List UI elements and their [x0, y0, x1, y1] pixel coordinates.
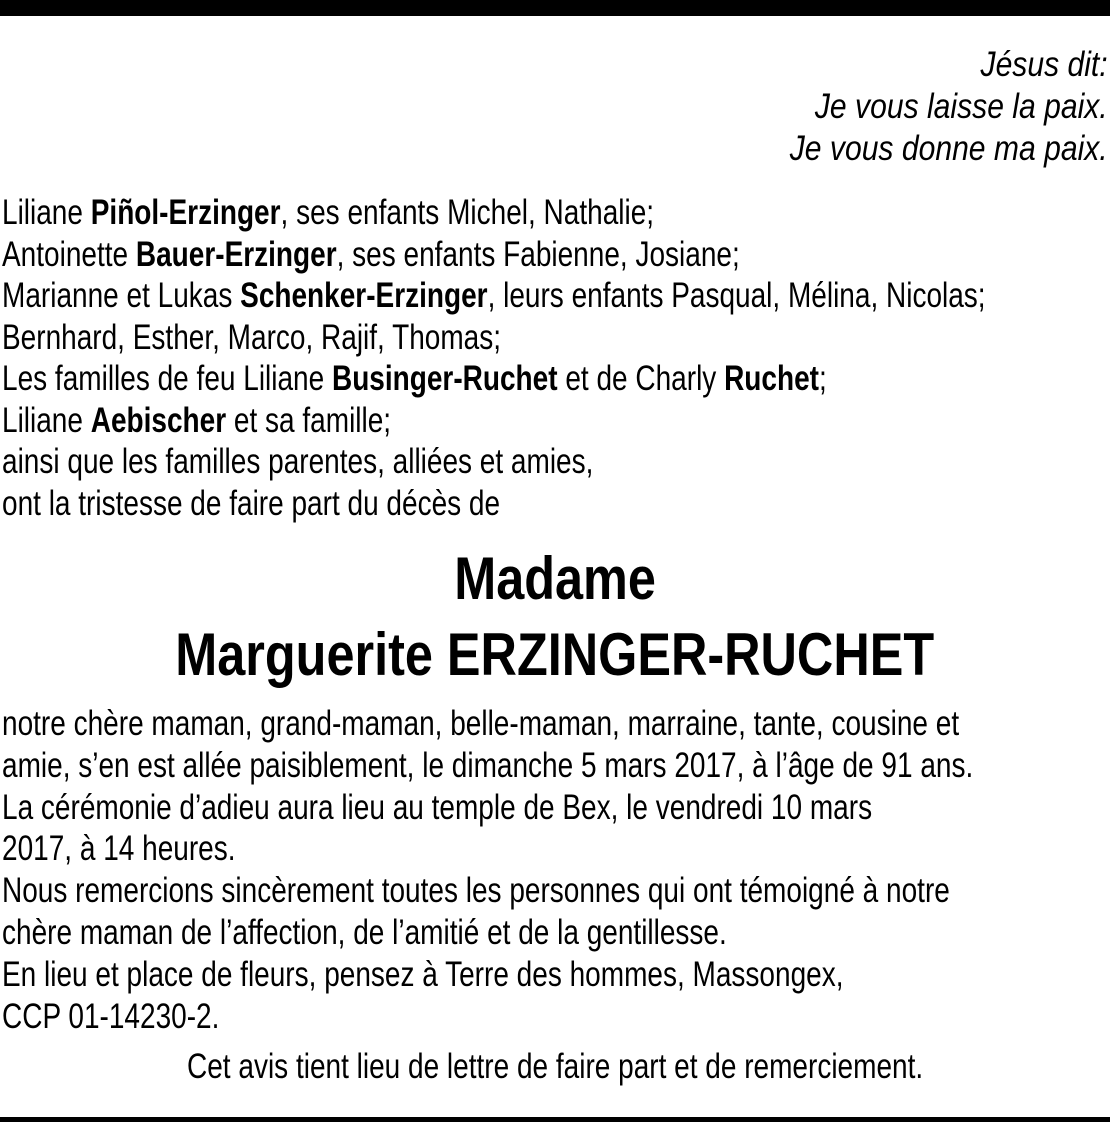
family-line: Liliane Aebischer et sa famille;	[2, 400, 392, 440]
family-surname: Piñol-Erzinger	[90, 193, 281, 232]
top-border-rule	[0, 0, 1110, 16]
body-line: La cérémonie d’adieu aura lieu au temple de Bex, le vendredi 10 mars	[2, 787, 873, 827]
announcement-body	[2, 703, 973, 1037]
body-line: En lieu et place de fleurs, pensez à Terre des hommes, Massongex,	[2, 954, 844, 994]
family-line: ont la tristesse de faire part du décès de	[2, 483, 501, 523]
family-line: Les familles de feu Liliane Businger-Ruchet et de Charly Ruchet;	[2, 359, 827, 398]
body-line: 2017, à 14 heures.	[2, 829, 236, 869]
body-line: chère maman de l’affection, de l’amitié et de la gentillesse.	[2, 912, 727, 952]
body-line: CCP 01-14230-2.	[2, 996, 220, 1036]
epigraph-line: Jésus dit:	[980, 45, 1108, 84]
family-line: Marianne et Lukas Schenker-Erzinger, leurs enfants Pasqual, Mélina, Nicolas;	[2, 276, 986, 315]
family-surname: Schenker-Erzinger	[240, 276, 488, 315]
family-line: Bernhard, Esther, Marco, Rajif, Thomas;	[2, 317, 502, 357]
body-line: notre chère maman, grand-maman, belle-maman, marraine, tante, cousine et	[2, 704, 960, 743]
deceased-name: Marguerite ERZINGER-RUCHET	[175, 621, 935, 688]
family-surname: Bauer-Erzinger	[135, 234, 337, 274]
epigraph-line: Je vous laisse la paix.	[815, 87, 1108, 126]
body-line: amie, s’en est allée paisiblement, le dimanche 5 mars 2017, à l’âge de 91 ans.	[2, 745, 974, 785]
family-surname: Aebischer	[90, 400, 227, 440]
family-surname: Ruchet	[724, 359, 819, 398]
family-line: ainsi que les familles parentes, alliées et amies,	[2, 442, 594, 481]
deceased-title: Madame	[454, 545, 656, 612]
bottom-border-rule	[0, 1117, 1110, 1122]
family-line: Antoinette Bauer-Erzinger, ses enfants Fabienne, Josiane;	[2, 234, 740, 274]
epigraph-line: Je vous donne ma paix.	[790, 129, 1108, 168]
family-list	[2, 192, 986, 524]
epigraph-quote	[790, 44, 1108, 170]
closing-note: Cet avis tient lieu de lettre de faire part et de remerciement.	[186, 1047, 924, 1086]
body-line: Nous remercions sincèrement toutes les personnes qui ont témoigné à notre	[2, 871, 950, 911]
family-line: Liliane Piñol-Erzinger, ses enfants Michel, Nathalie;	[2, 193, 655, 232]
family-surname: Businger-Ruchet	[331, 359, 558, 398]
